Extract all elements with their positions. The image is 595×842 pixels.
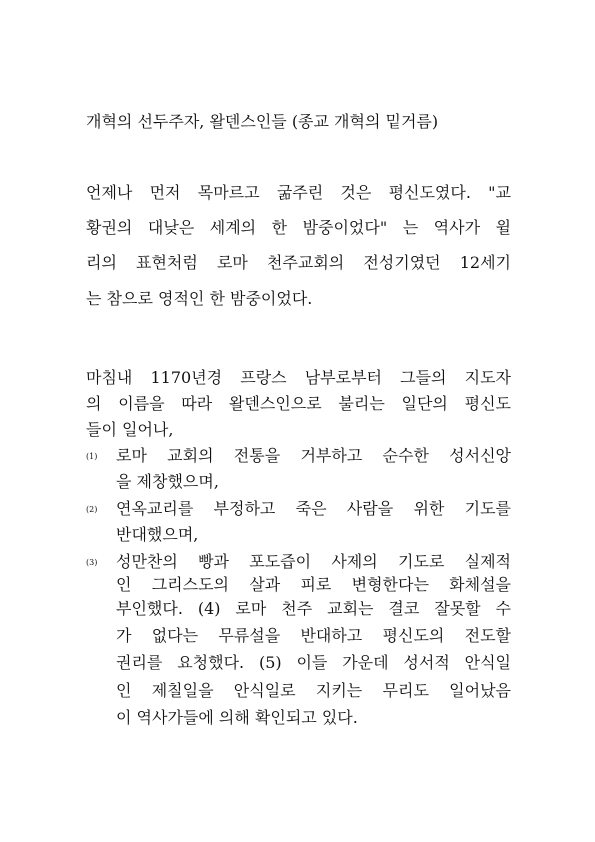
paragraph-1-line-4: 는 참으로 영적인 한 밤중이었다. (86, 289, 313, 308)
list-item-1-line-1: 로마 교회의 전통을 거부하고 순수한 성서신앙 (116, 446, 511, 465)
list-number-3: (3) (86, 558, 98, 567)
list-item-1-line-2: 을 제창했으며, (116, 472, 219, 491)
list-item-3-line-3: 부인했다. (4) 로마 천주 교회는 결코 잘못할 수 (116, 599, 511, 618)
paragraph-2-line-2: 의 이름을 따라 왈덴스인으로 불리는 일단의 평신도 (86, 394, 511, 413)
list-item-3-line-6: 인 제칠일을 안식일로 지키는 무리도 일어났음 (116, 681, 511, 700)
document-title: 개혁의 선두주자, 왈덴스인들 (종교 개혁의 밑거름) (86, 112, 439, 131)
list-number-1: (1) (86, 452, 98, 461)
list-item-3-line-2: 인 그리스도의 살과 피로 변형한다는 화체설을 (116, 575, 511, 594)
list-item-2-line-1: 연옥교리를 부정하고 죽은 사람을 위한 기도를 (116, 499, 511, 518)
paragraph-1-line-1: 언제나 먼저 목마르고 굶주린 것은 평신도였다. "교 (86, 183, 511, 202)
list-item-3-line-7: 이 역사가들에 의해 확인되고 있다. (116, 708, 358, 727)
list-item-3-line-1: 성만찬의 빵과 포도즙이 사제의 기도로 실제적 (116, 552, 511, 571)
list-item-2-line-2: 반대했으며, (116, 525, 199, 544)
paragraph-1-line-2: 황권의 대낮은 세계의 한 밤중이었다" 는 역사가 윌 (86, 218, 511, 237)
list-item-3-line-5: 권리를 요청했다. (5) 이들 가운데 성서적 안식일 (116, 653, 511, 672)
paragraph-1-line-3: 리의 표현처럼 로마 천주교회의 전성기였던 12세기 (86, 253, 511, 272)
list-item-3-line-4: 가 없다는 무류설을 반대하고 평신도의 전도할 (116, 626, 511, 645)
paragraph-2-line-3: 들이 일어나, (86, 420, 174, 439)
paragraph-2-line-1: 마침내 1170년경 프랑스 남부로부터 그들의 지도자 (86, 368, 511, 387)
list-number-2: (2) (86, 505, 98, 514)
